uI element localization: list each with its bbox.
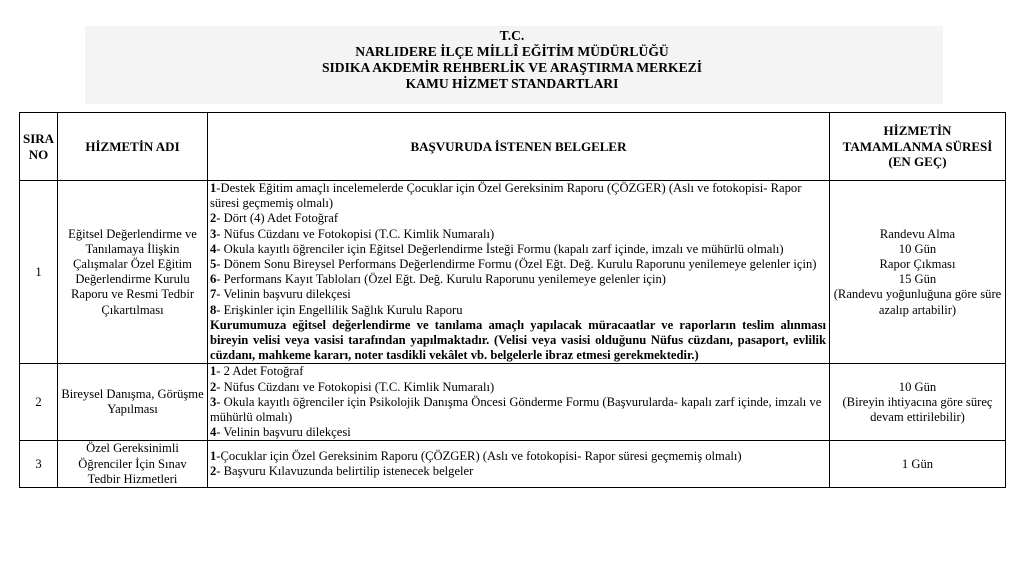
completion-time: 10 Gün (Bireyin ihtiyacına göre süreç devam ettirilebilir) xyxy=(830,364,1006,441)
list-item: 2- Nüfus Cüzdanı ve Fotokopisi (T.C. Kimlik Numaralı) xyxy=(210,379,495,394)
table-row xyxy=(20,364,1006,441)
table-row xyxy=(20,181,1006,364)
header-line-center: SIDIKA AKDEMİR REHBERLİK VE ARAŞTIRMA MERKEZİ xyxy=(321,60,703,75)
col-header-sira-no: SIRA NO xyxy=(20,113,58,181)
list-item: 3- Okula kayıtlı öğrenciler için Psikolojik Danışma Öncesi Gönderme Formu (Başvurularda- kapalı zarf içinde, imzalı ve mühürlü olmalı) xyxy=(210,394,822,425)
list-item: 2- Dört (4) Adet Fotoğraf xyxy=(210,211,339,226)
service-name: Eğitsel Değerlendirme ve Tanılamaya İlişkin Çalışmalar Özel Eğitim Değerlendirme Kurulu Raporu ve Resmi Tedbir Çıkartılması xyxy=(58,181,208,364)
row-number: 2 xyxy=(20,364,58,441)
col-header-documents: BAŞVURUDA İSTENEN BELGELER xyxy=(208,113,830,181)
table-row xyxy=(20,441,1006,488)
application-note: Kurumumuza eğitsel değerlendirme ve tanılama amaçlı yapılacak müracaatlar ve raporların teslim alınması bireyin velisi veya vasisi tarafından yapılmaktadır. (Velisi veya vasisi olduğunu Nüfus cüzdanı, pasaport, evlilik cüzdanı, mahkeme kararı, noter tasdikli vekâlet vb. belgelerle ibraz etmesi gerekmektedir.) xyxy=(210,317,826,363)
list-item: 1-Destek Eğitim amaçlı incelemelerde Çocuklar için Özel Gereksinim Raporu (ÇÖZGER) (Aslı ve fotokopisi- Rapor süresi geçmemiş olmalı) xyxy=(210,181,802,211)
service-standards-table xyxy=(19,112,1006,488)
list-item: 3- Nüfus Cüzdanı ve Fotokopisi (T.C. Kimlik Numaralı) xyxy=(210,226,495,241)
list-item: 4- Velinin başvuru dilekçesi xyxy=(210,425,351,440)
header-line-tc: T.C. xyxy=(499,28,525,43)
list-item: 6- Performans Kayıt Tabloları (Özel Eğt. Değ. Kurulu Raporunu yenilemeye gelenler için) xyxy=(210,272,666,287)
list-item: 1-Çocuklar için Özel Gereksinim Raporu (ÇÖZGER) (Aslı ve fotokopisi- Rapor süresi geçmemiş olmalı) xyxy=(210,449,742,464)
document-header xyxy=(0,28,1024,92)
list-item: 2- Başvuru Kılavuzunda belirtilip istenecek belgeler xyxy=(210,464,474,479)
header-line-directorate: NARLIDERE İLÇE MİLLÎ EĞİTİM MÜDÜRLÜĞÜ xyxy=(355,44,669,59)
row-number: 3 xyxy=(20,441,58,488)
list-item: 4- Okula kayıtlı öğrenciler için Eğitsel Değerlendirme İsteği Formu (kapalı zarf içinde, imzalı ve mühürlü olmalı) xyxy=(210,241,784,256)
service-name: Özel Gereksinimli Öğrenciler İçin Sınav Tedbir Hizmetleri xyxy=(58,441,208,488)
list-item: 5- Dönem Sonu Bireysel Performans Değerlendirme Formu (Özel Eğt. Değ. Kurulu Raporunu yenilemeye gelenler için) xyxy=(210,257,817,272)
row-number: 1 xyxy=(20,181,58,364)
document-list xyxy=(208,364,830,441)
list-item: 1- 2 Adet Fotoğraf xyxy=(210,364,304,379)
completion-time: 1 Gün xyxy=(830,441,1006,488)
header-line-standards: KAMU HİZMET STANDARTLARI xyxy=(405,76,619,91)
list-item: 8- Erişkinler için Engellilik Sağlık Kurulu Raporu xyxy=(210,302,463,317)
document-list xyxy=(208,441,830,488)
list-item: 7- Velinin başvuru dilekçesi xyxy=(210,287,351,302)
completion-time: Randevu Alma 10 Gün Rapor Çıkması 15 Gün (Randevu yoğunluğuna göre süre azalıp artabilir) xyxy=(830,181,1006,364)
document-list xyxy=(208,181,830,364)
col-header-service-name: HİZMETİN ADI xyxy=(58,113,208,181)
service-name: Bireysel Danışma, Görüşme Yapılması xyxy=(58,364,208,441)
col-header-completion-time: HİZMETİN TAMAMLANMA SÜRESİ (EN GEÇ) xyxy=(830,113,1006,181)
